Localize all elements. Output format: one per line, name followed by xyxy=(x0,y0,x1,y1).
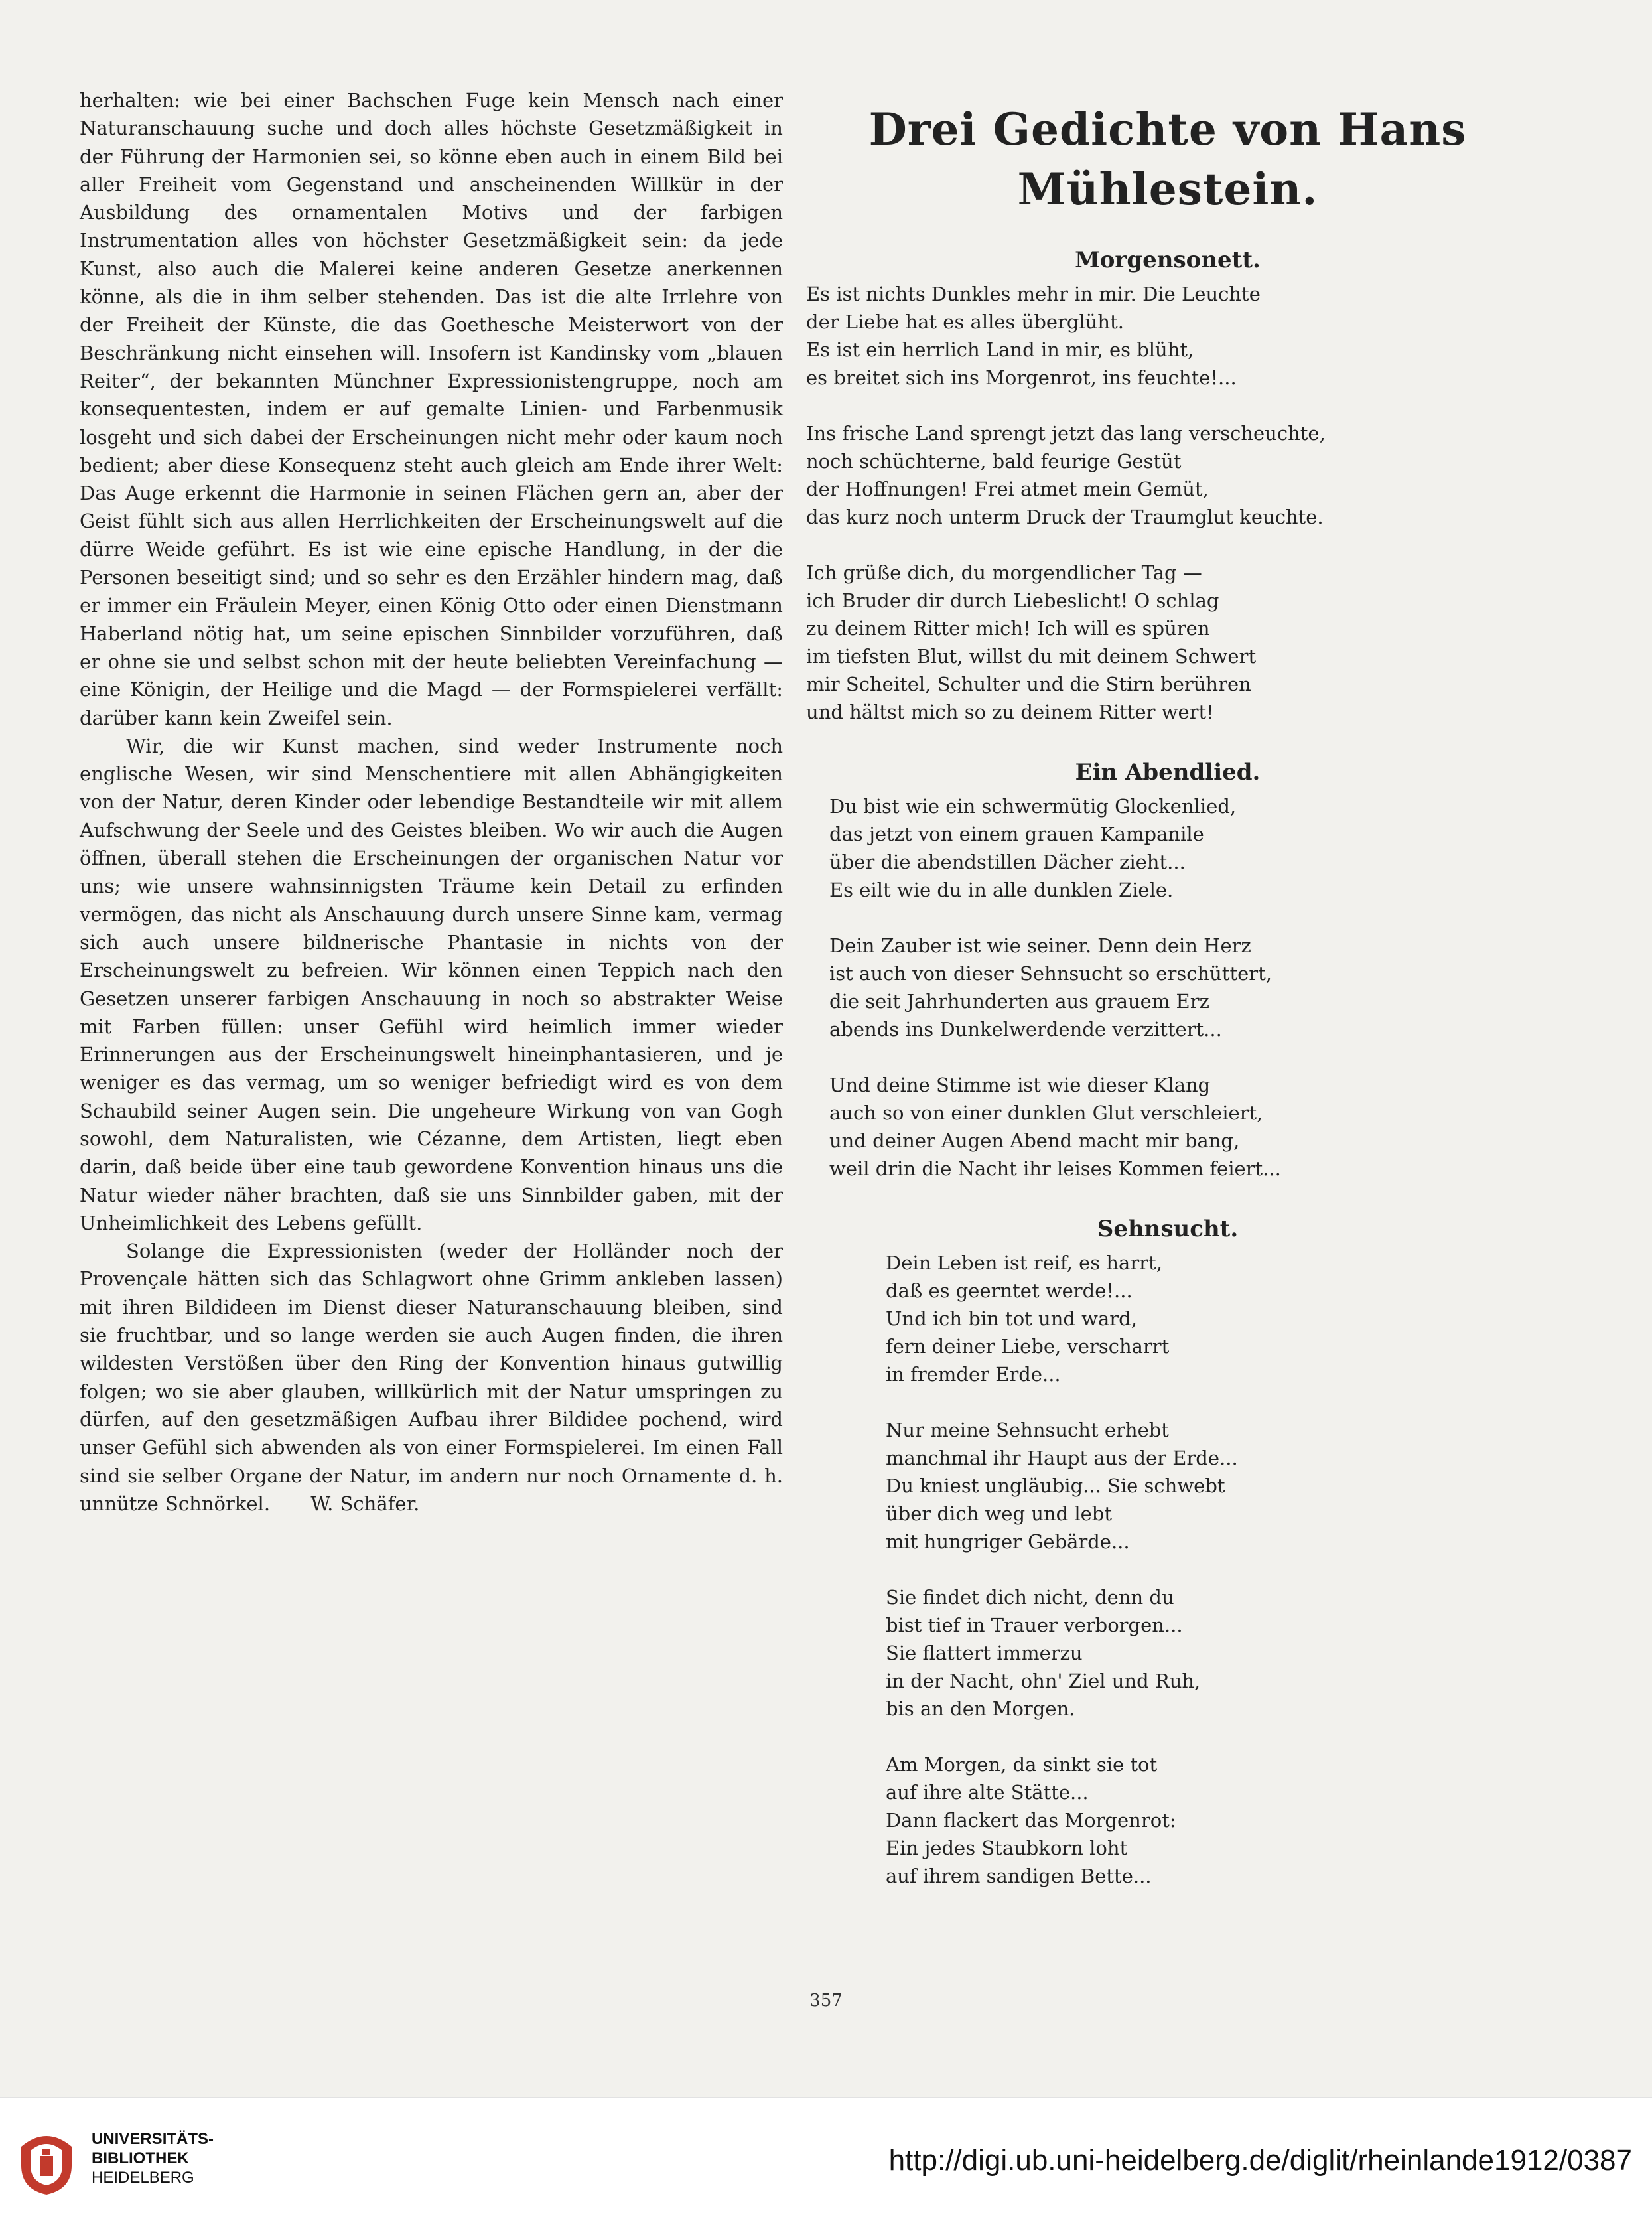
poem-line: Und deine Stimme ist wie dieser Klang xyxy=(829,1074,1211,1096)
poem-line: über die abendstillen Dächer zieht... xyxy=(829,851,1186,873)
poem-line: manchmal ihr Haupt aus der Erde... xyxy=(886,1447,1238,1469)
poem-title: Morgensonett. xyxy=(1075,247,1261,273)
poem-line: Ins frische Land sprengt jetzt das lang verscheuchte, xyxy=(806,422,1326,445)
poem-line: Dein Zauber ist wie seiner. Denn dein Herz xyxy=(829,934,1251,957)
poem-line: ist auch von dieser Sehnsucht so erschüttert, xyxy=(829,962,1272,985)
poem-title: Sehnsucht. xyxy=(1097,1216,1239,1242)
poem-line: bist tief in Trauer verborgen... xyxy=(886,1614,1183,1636)
poem-line: es breitet sich ins Morgenrot, ins feuchte!... xyxy=(806,366,1237,389)
poem-line: Es ist ein herrlich Land in mir, es blüht, xyxy=(806,338,1194,361)
stanza-divider xyxy=(806,1388,1529,1416)
poem-line: im tiefsten Blut, willst du mit deinem Schwert xyxy=(806,645,1257,668)
poem-line: auch so von einer dunklen Glut verschleiert, xyxy=(829,1102,1263,1124)
poem-line: ich Bruder dir durch Liebeslicht! O schlag xyxy=(806,589,1219,612)
stanza-divider xyxy=(806,1555,1529,1583)
poem-line: Du bist wie ein schwermütig Glockenlied, xyxy=(829,795,1237,818)
poem-line: daß es geerntet werde!... xyxy=(886,1279,1133,1302)
poem-line: in fremder Erde... xyxy=(886,1363,1061,1386)
stanza-divider xyxy=(806,531,1529,559)
stanza-divider xyxy=(806,904,1529,932)
poem-line: zu deinem Ritter mich! Ich will es spüren xyxy=(806,617,1210,640)
poem-spacer xyxy=(806,726,1529,758)
poem-line: bis an den Morgen. xyxy=(886,1697,1075,1720)
poem-line: das jetzt von einem grauen Kampanile xyxy=(829,823,1204,845)
stanza-divider xyxy=(806,1043,1529,1071)
poem-line: Ich grüße dich, du morgendlicher Tag — xyxy=(806,561,1202,584)
poem-line: Am Morgen, da sinkt sie tot xyxy=(886,1753,1158,1776)
poem-line: Es eilt wie du in alle dunklen Ziele. xyxy=(829,879,1174,901)
poem-line: noch schüchterne, bald feurige Gestüt xyxy=(806,450,1182,472)
poems-heading: Drei Gedichte von Hans Mühlestein. xyxy=(868,104,1467,215)
poem-line: weil drin die Nacht ihr leises Kommen feiert... xyxy=(829,1157,1281,1180)
poems-column xyxy=(806,86,1529,1890)
library-name xyxy=(92,2129,214,2187)
page-number: 357 xyxy=(809,1991,843,2011)
essay-paragraph-2: Wir, die wir Kunst machen, sind weder Instrumente noch englische Wesen, wir sind Menschentiere mit allen Abhängigkeiten von der Natur, deren Kinder oder lebendige Bestandteile wir mit allem Aufschwung der Seele und des Geistes bleiben. Wo wir auch die Augen öffnen, überall stehen die Erscheinungen der organischen Natur vor uns; wie unsere wahnsinnigsten Träume kein Detail zu erfinden vermögen, das nicht als Anschauung durch unsere Sinne kam, vermag sich auch unsere bildnerische Phantasie in nichts von der Erscheinungswelt zu befreien. Wir können einen Teppich nach den Gesetzen unserer farbigen Anschauung in noch so abstrakter Weise mit Farben füllen: unser Gefühl wird heimlich immer wieder Erinnerungen aus der Erscheinungswelt hineinphantasieren, und je weniger es das vermag, um so weniger befriedigt wird es von dem Schaubild seiner Augen sein. Die ungeheure Wirkung von van Gogh sowohl, dem Naturalisten, wie Cézanne, dem Artisten, liegt eben darin, daß beide über eine taub gewordene Konvention hinaus uns die Natur wieder näher brachten, daß sie uns Sinnbilder gaben, mit der Unheimlichkeit des Lebens gefüllt. xyxy=(80,734,783,1234)
poem-line: fern deiner Liebe, verscharrt xyxy=(886,1335,1170,1358)
essay-paragraph-1: herhalten: wie bei einer Bachschen Fuge kein Mensch nach einer Naturanschauung suche und doch alles höchste Gesetzmäßigkeit in der Führung der Harmonien sei, so könne eben auch in einem Bild bei aller Freiheit vom Gegenstand und anscheinenden Willkür in der Ausbildung des ornamentalen Motivs und der farbigen Instrumentation alles von höchster Gesetzmäßigkeit sein: da jede Kunst, also auch die Malerei keine anderen Gesetze anerkennen könne, als die in ihm selber stehenden. Das ist die alte Irrlehre von der Freiheit der Künste, die das Goethesche Meisterwort von der Beschränkung nicht einsehen will. Insofern ist Kandinsky vom „blauen Reiter“, der bekannten Münchner Expressionistengruppe, noch am konsequentesten, indem er auf gemalte Linien- und Farbenmusik losgeht und sich dabei der Erscheinungen nicht mehr oder kaum noch bedient; aber diese Konsequenz steht auch gleich am Ende ihrer Welt: Das Auge erkennt die Harmonie in seinen Flächen gern an, aber der Geist fühlt sich aus allen Herrlichkeiten der Erscheinungswelt auf die dürre Weide geführt. Es ist wie eine epische Handlung, in der die Personen beseitigt sind; und so sehr es den Erzähler hindern mag, daß er immer ein Fräulein Meyer, einen König Otto oder einen Dienstmann Haberland nötig hat, um seine epischen Sinnbilder vorzuführen, daß er ohne sie und selbst schon mit der heute beliebten Vereinfachung — eine Königin, der Heilige und die Magd — der Formspielerei verfällt: darüber kann kein Zweifel sein. xyxy=(80,89,783,729)
poem-line: und deiner Augen Abend macht mir bang, xyxy=(829,1129,1240,1152)
poem-line: auf ihre alte Stätte... xyxy=(886,1781,1089,1804)
poem-line: die seit Jahrhunderten aus grauem Erz xyxy=(829,990,1209,1013)
poem-line: abends ins Dunkelwerdende verzittert... xyxy=(829,1018,1222,1041)
stanza-divider xyxy=(806,1723,1529,1751)
source-url-link[interactable]: http://digi.ub.uni-heidelberg.de/diglit/rheinlande1912/0387 xyxy=(888,2144,1632,2177)
poem-line: über dich weg und lebt xyxy=(886,1502,1113,1525)
poem-line: Und ich bin tot und ward, xyxy=(886,1307,1137,1330)
library-name-line: HEIDELBERG xyxy=(92,2169,194,2187)
poem-line: Nur meine Sehnsucht erhebt xyxy=(886,1419,1169,1441)
essay-column xyxy=(80,86,783,1518)
poem-spacer xyxy=(806,1183,1529,1214)
poem-sehnsucht xyxy=(806,1214,1529,1890)
stanza-divider xyxy=(806,392,1529,419)
author-signature: W. Schäfer. xyxy=(310,1492,420,1515)
poem-line: Du kniest ungläubig... Sie schwebt xyxy=(886,1475,1225,1497)
university-seal-icon xyxy=(19,2124,74,2197)
library-name-line: UNIVERSITÄTS- xyxy=(92,2130,214,2148)
poem-line: Sie findet dich nicht, denn du xyxy=(886,1586,1174,1609)
poem-title: Ein Abendlied. xyxy=(1075,759,1261,786)
poem-line: Dann flackert das Morgenrot: xyxy=(886,1809,1176,1832)
poem-line: mir Scheitel, Schulter und die Stirn berühren xyxy=(806,673,1251,695)
poem-line: Sie flattert immerzu xyxy=(886,1642,1083,1664)
essay-paragraph-3-text: Solange die Expressionisten (weder der Holländer noch der Provençale hätten sich das Schlagwort ohne Grimm ankleben lassen) mit ihren Bildideen im Dienst dieser Naturanschauung bleiben, sind sie fruchtbar, und so lange werden sie auch Augen finden, die ihren wildesten Verstößen über den Ring der Konvention hinaus gutwillig folgen; wo sie aber glauben, willkürlich mit der Natur umspringen zu dürfen, auf den gesetzmäßigen Aufbau ihrer Bildidee pochend, wird unser Gefühl sich abwenden als von einer Formspielerei. Im einen Fall sind sie selber Organe der Natur, im andern nur noch Ornamente d. h. unnütze Schnörkel. xyxy=(80,1240,783,1515)
essay-paragraph-3 xyxy=(80,1237,783,1518)
poem-line: in der Nacht, ohn' Ziel und Ruh, xyxy=(886,1670,1201,1692)
poem-line: der Liebe hat es alles überglüht. xyxy=(806,311,1124,333)
poem-line: und hältst mich so zu deinem Ritter wert! xyxy=(806,701,1214,723)
library-name-line: BIBLIOTHEK xyxy=(92,2149,189,2167)
poem-line: auf ihrem sandigen Bette... xyxy=(886,1865,1152,1887)
footer-bar xyxy=(0,2097,1652,2237)
poem-line: Dein Leben ist reif, es harrt, xyxy=(886,1252,1162,1274)
poem-line: Es ist nichts Dunkles mehr in mir. Die Leuchte xyxy=(806,283,1261,305)
poem-line: das kurz noch unterm Druck der Traumglut keuchte. xyxy=(806,506,1324,528)
poem-morgensonett xyxy=(806,246,1529,726)
poem-ein-abendlied xyxy=(806,758,1529,1183)
poem-line: Ein jedes Staubkorn loht xyxy=(886,1837,1128,1859)
poem-line: der Hoffnungen! Frei atmet mein Gemüt, xyxy=(806,478,1209,500)
poem-line: mit hungriger Gebärde... xyxy=(886,1530,1130,1553)
